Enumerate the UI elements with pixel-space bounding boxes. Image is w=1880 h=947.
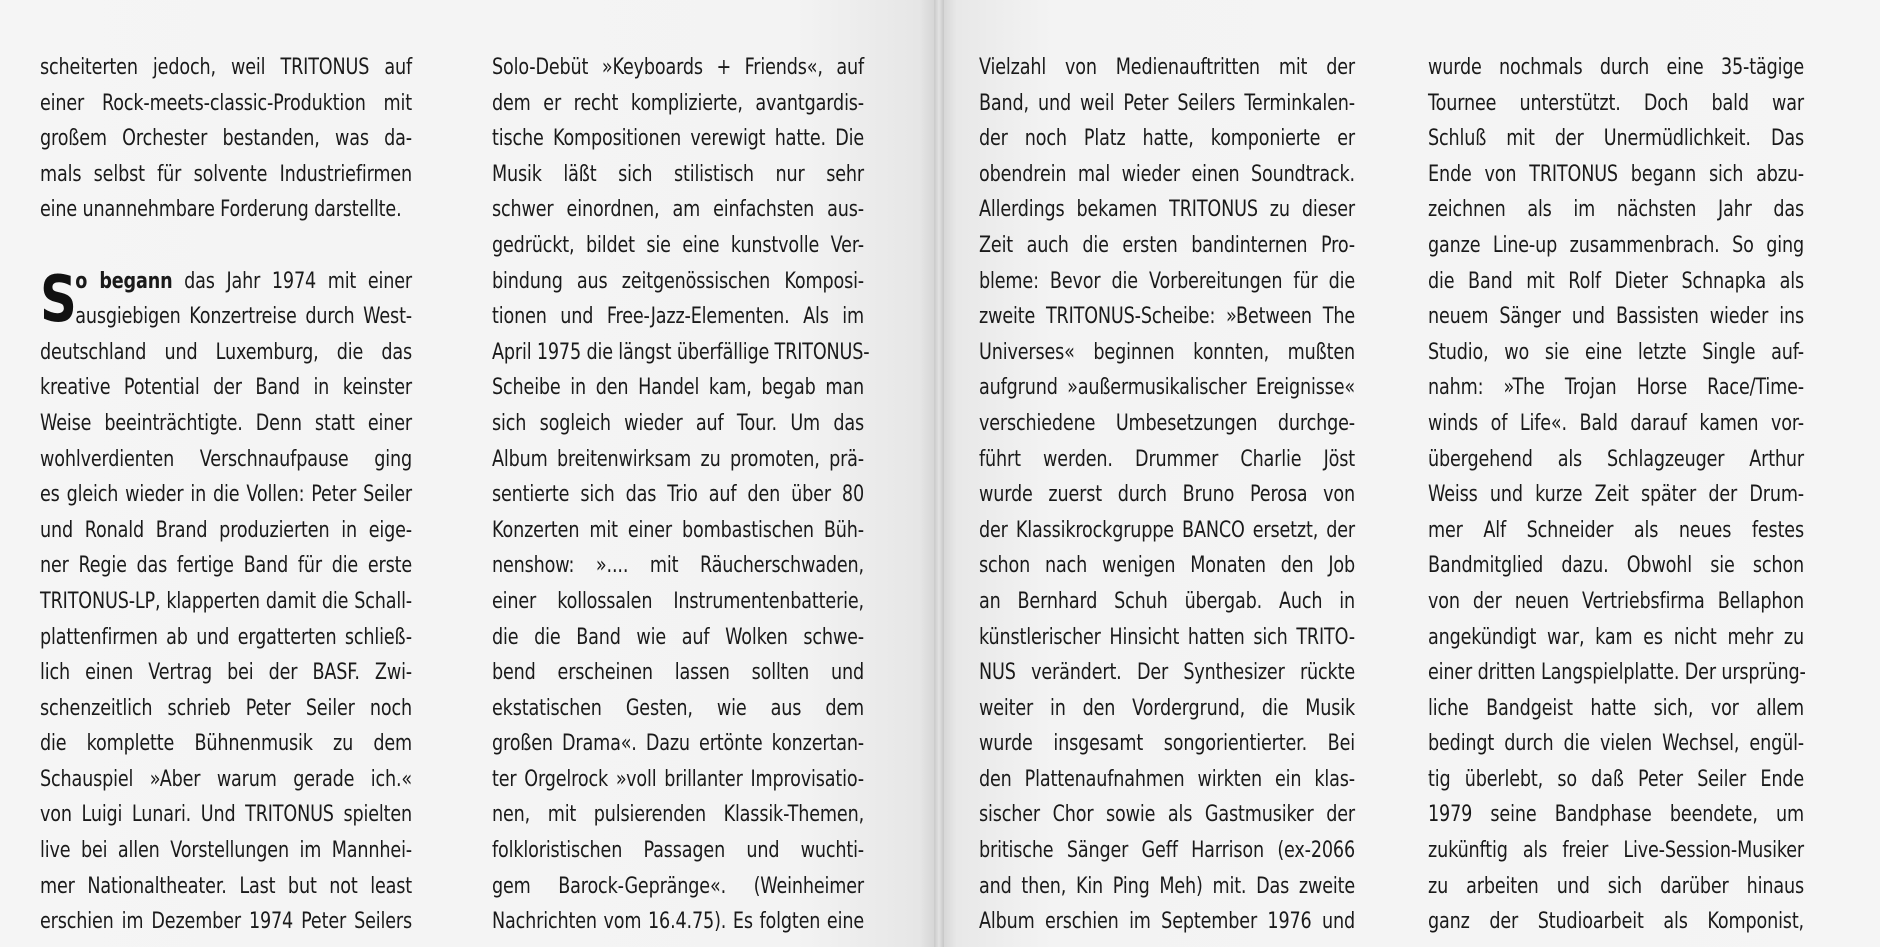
text-line: die komplette Bühnenmusik zu dem bbox=[40, 731, 412, 757]
text-line: mer Nationaltheater. Last but not least bbox=[40, 873, 412, 899]
text-line: Nachrichten vom 16.4.75). Es folgten eine bbox=[492, 909, 864, 935]
text-line: bleme: Bevor die Vorbereitungen für die bbox=[979, 268, 1355, 294]
text-line: Studio, wo sie eine letzte Single auf- bbox=[1428, 339, 1804, 365]
text-line: den Plattenaufnahmen wirkten ein klas- bbox=[979, 766, 1355, 792]
text-line: Album breitenwirksam zu promoten, prä- bbox=[492, 446, 864, 472]
text-line: Tournee unterstützt. Doch bald war bbox=[1428, 90, 1804, 116]
right-page bbox=[938, 0, 1880, 947]
text-line: Zeit auch die ersten bandinternen Pro- bbox=[979, 232, 1355, 258]
text-line: ganz der Studioarbeit als Komponist, bbox=[1428, 909, 1804, 935]
text-line: einer kollossalen Instrumentenbatterie, bbox=[492, 588, 864, 614]
text-line: führt werden. Drummer Charlie Jöst bbox=[979, 446, 1355, 472]
text-line: schon nach wenigen Monaten den Job bbox=[979, 553, 1355, 579]
dropcap-paragraph bbox=[40, 264, 412, 335]
text-line: Weiss und kurze Zeit später der Drum- bbox=[1428, 482, 1804, 508]
text-line: Ende von TRITONUS begann sich abzu- bbox=[1428, 161, 1804, 187]
text-line: Konzerten mit einer bombastischen Büh- bbox=[492, 517, 864, 543]
text-line: der noch Platz hatte, komponierte er bbox=[979, 126, 1355, 152]
book-gutter bbox=[934, 0, 944, 947]
text-line: sich sogleich wieder auf Tour. Um das bbox=[492, 410, 864, 436]
text-line: zweite TRITONUS-Scheibe: »Between The bbox=[979, 304, 1355, 330]
text-line: einer Rock-meets-classic-Produktion mit bbox=[40, 90, 412, 116]
text-line: April 1975 die längst überfällige TRITONUS- bbox=[492, 339, 870, 365]
text-line: liche Bandgeist hatte sich, vor allem bbox=[1428, 695, 1804, 721]
text-line: angekündigt war, kam es nicht mehr zu bbox=[1428, 624, 1804, 650]
text-line: erschien im Dezember 1974 Peter Seilers bbox=[40, 909, 412, 935]
text-line: schwer einordnen, am einfachsten aus- bbox=[492, 197, 864, 223]
text-line: scheiterten jedoch, weil TRITONUS auf bbox=[40, 55, 412, 80]
column-2 bbox=[492, 50, 870, 940]
text-line: wurde nochmals durch eine 35-tägige bbox=[1428, 55, 1804, 80]
left-page bbox=[0, 0, 938, 947]
text-line: neuem Sänger und Bassisten wieder ins bbox=[1428, 304, 1804, 330]
text-line: winds of Life«. Bald darauf kamen vor- bbox=[1428, 410, 1804, 436]
text-line: Solo-Debüt »Keyboards + Friends«, auf bbox=[492, 55, 864, 80]
text-line: TRITONUS-LP, klapperten damit die Schall- bbox=[40, 588, 412, 614]
text-line: und Ronald Brand produzierten in eige- bbox=[40, 517, 412, 543]
text-line: and then, Kin Ping Meh) mit. Das zweite bbox=[979, 873, 1355, 899]
text-line: nen, mit pulsierenden Klassik-Themen, bbox=[492, 802, 864, 828]
text-line: die die Band wie auf Wolken schwe- bbox=[492, 624, 864, 650]
text-line: tische Kompositionen verewigt hatte. Die bbox=[492, 126, 864, 152]
text-line: sischer Chor sowie als Gastmusiker der bbox=[979, 802, 1355, 828]
text-line: gedrückt, bildet sie eine kunstvolle Ver- bbox=[492, 232, 864, 258]
text-line: Allerdings bekamen TRITONUS zu dieser bbox=[979, 197, 1355, 223]
text-line: tionen und Free-Jazz-Elementen. Als im bbox=[492, 304, 864, 330]
text-line: weiter in den Vordergrund, die Musik bbox=[979, 695, 1355, 721]
text-line: dem er recht komplizierte, avantgardis- bbox=[492, 90, 864, 116]
text-line: plattenfirmen ab und ergatterten schließ- bbox=[40, 624, 412, 650]
text-line: von Luigi Lunari. Und TRITONUS spielten bbox=[40, 802, 412, 828]
text-line: nahm: »The Trojan Horse Race/Time- bbox=[1428, 375, 1804, 401]
text-line: Universes« beginnen konnten, mußten bbox=[979, 339, 1355, 365]
text-line: zu arbeiten und sich darüber hinaus bbox=[1428, 873, 1804, 899]
text-line: tig überlebt, so daß Peter Seiler Ende bbox=[1428, 766, 1804, 792]
text-line: eine unannehmbare Forderung darstellte. bbox=[40, 197, 402, 223]
text-line: zukünftig als freier Live-Session-Musiker bbox=[1428, 838, 1804, 864]
text-line: aufgrund »außermusikalischer Ereignisse« bbox=[979, 375, 1355, 401]
text-line: ekstatischen Gesten, wie aus dem bbox=[492, 695, 864, 721]
column-1 bbox=[40, 50, 412, 940]
text-line: Musik läßt sich stilistisch nur sehr bbox=[492, 161, 864, 187]
text-line: obendrein mal wieder einen Soundtrack. bbox=[979, 161, 1355, 187]
column-3 bbox=[979, 50, 1355, 940]
text-line: mals selbst für solvente Industriefirmen bbox=[40, 161, 412, 187]
text-line: Scheibe in den Handel kam, begab man bbox=[492, 375, 864, 401]
text-line: zeichnen als im nächsten Jahr das bbox=[1428, 197, 1804, 223]
text-line: britische Sänger Geff Harrison (ex-2066 bbox=[979, 838, 1355, 864]
text-line: der Klassikrockgruppe BANCO ersetzt, der bbox=[979, 517, 1355, 543]
lead-in-rest: das Jahr 1974 mit einer bbox=[172, 268, 412, 294]
text-line: sentierte sich das Trio auf den über 80 bbox=[492, 482, 864, 508]
text-line: an Bernhard Schuh übergab. Auch in bbox=[979, 588, 1355, 614]
text-line: einer dritten Langspielplatte. Der ursprüng- bbox=[1428, 660, 1806, 686]
drop-cap: S bbox=[40, 262, 77, 337]
text-line: Schluß mit der Unermüdlichkeit. Das bbox=[1428, 126, 1804, 152]
text-line: wurde insgesamt songorientierter. Bei bbox=[979, 731, 1355, 757]
text-line: NUS verändert. Der Synthesizer rückte bbox=[979, 660, 1355, 686]
text-line: bindung aus zeitgenössischen Komposi- bbox=[492, 268, 864, 294]
text-line: ausgiebigen Konzertreise durch West- bbox=[75, 304, 412, 330]
column-4 bbox=[1428, 50, 1804, 940]
text-line: wohlverdienten Verschnaufpause ging bbox=[40, 446, 412, 472]
text-line: Band, und weil Peter Seilers Terminkalen- bbox=[979, 90, 1355, 116]
text-line: bend erscheinen lassen sollten und bbox=[492, 660, 864, 686]
paragraph-gap bbox=[40, 228, 412, 264]
text-line: großem Orchester bestanden, was da- bbox=[40, 126, 412, 152]
text-line: ner Regie das fertige Band für die erste bbox=[40, 553, 412, 579]
text-line: Weise beeinträchtigte. Denn statt einer bbox=[40, 410, 412, 436]
text-line: Album erschien im September 1976 und bbox=[979, 909, 1355, 935]
text-line: bedingt durch die vielen Wechsel, engül- bbox=[1428, 731, 1804, 757]
text-line bbox=[40, 264, 412, 300]
text-line: 1979 seine Bandphase beendete, um bbox=[1428, 802, 1804, 828]
text-line: ter Orgelrock »voll brillanter Improvisatio- bbox=[492, 766, 864, 792]
text-line: kreative Potential der Band in keinster bbox=[40, 375, 412, 401]
text-line: übergehend als Schlagzeuger Arthur bbox=[1428, 446, 1804, 472]
lead-in-bold: o begann bbox=[75, 268, 173, 294]
text-line: großen Drama«. Dazu ertönte konzertan- bbox=[492, 731, 864, 757]
text-line: es gleich wieder in die Vollen: Peter Seiler bbox=[40, 482, 412, 508]
text-line: die Band mit Rolf Dieter Schnapka als bbox=[1428, 268, 1804, 294]
text-line: schenzeitlich schrieb Peter Seiler noch bbox=[40, 695, 412, 721]
text-line: gem Barock-Gepränge«. (Weinheimer bbox=[492, 873, 864, 899]
text-line: Schauspiel »Aber warum gerade ich.« bbox=[40, 766, 412, 792]
text-line: mer Alf Schneider als neues festes bbox=[1428, 517, 1804, 543]
text-line: folkloristischen Passagen und wuchti- bbox=[492, 838, 864, 864]
text-line: wurde zuerst durch Bruno Perosa von bbox=[979, 482, 1355, 508]
text-line: von der neuen Vertriebsfirma Bellaphon bbox=[1428, 588, 1804, 614]
text-line: nenshow: ».... mit Räucherschwaden, bbox=[492, 553, 864, 579]
text-line: Vielzahl von Medienauftritten mit der bbox=[979, 55, 1355, 80]
text-line: deutschland und Luxemburg, die das bbox=[40, 339, 412, 365]
text-line: ganze Line-up zusammenbrach. So ging bbox=[1428, 232, 1804, 258]
text-line: künstlerischer Hinsicht hatten sich TRITO- bbox=[979, 624, 1355, 650]
text-line: live bei allen Vorstellungen im Mannhei- bbox=[40, 838, 412, 864]
text-line: lich einen Vertrag bei der BASF. Zwi- bbox=[40, 660, 412, 686]
text-line: verschiedene Umbesetzungen durchge- bbox=[979, 410, 1355, 436]
text-line: Bandmitglied dazu. Obwohl sie schon bbox=[1428, 553, 1804, 579]
